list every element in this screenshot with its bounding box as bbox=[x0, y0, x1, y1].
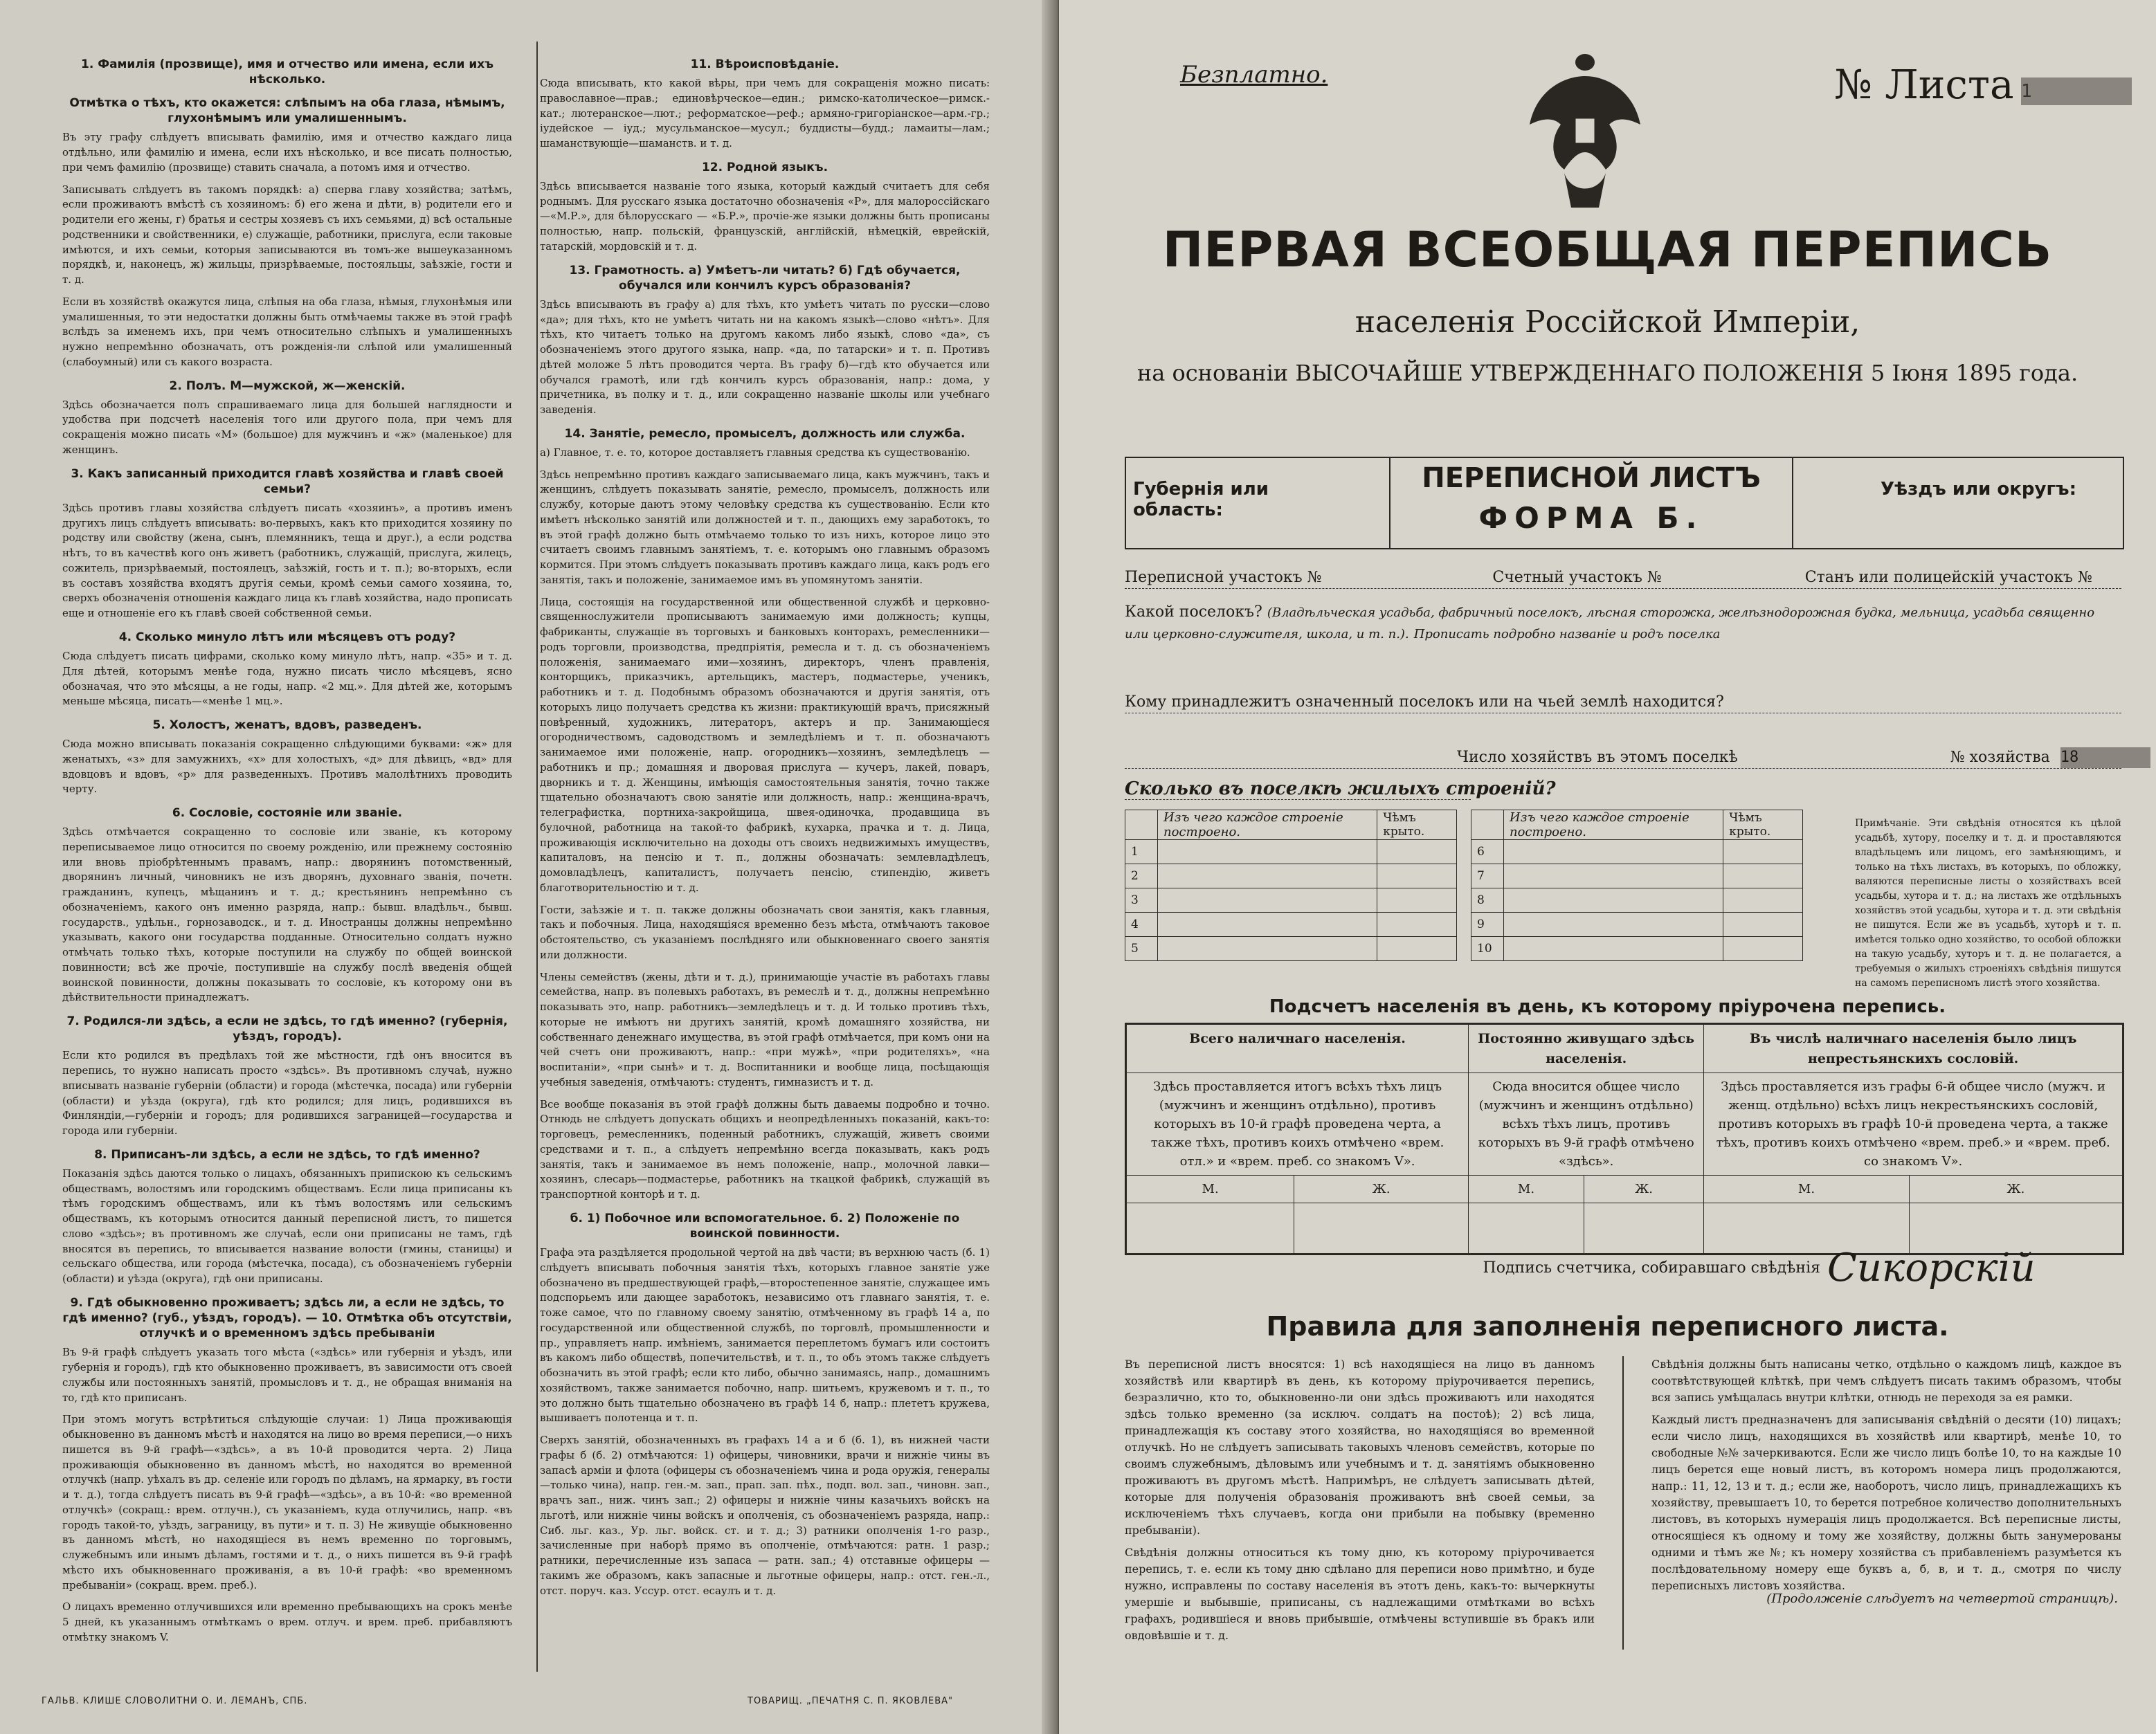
settlement-question: Какой поселокъ? bbox=[1125, 603, 1262, 621]
section-paragraph: Здѣсь обозначается полъ спрашиваемаго лица для большей наглядности и удобства при подсчетѣ населенія того или другого пола, при чемъ для сокращенія можно писать «М» (большое) для мужчинъ и «ж» (маленькое) для женщинъ. bbox=[62, 398, 512, 456]
section-paragraph: О лицахъ временно отлучившихся или временно пребывающихъ на срокъ менѣе 5 дней, къ указаннымъ отмѣткамъ о врем. отлуч. и врем. преб. прибавляютъ отмѣтку знакомъ V. bbox=[62, 1600, 512, 1643]
section-paragraph: Лица, состоящія на государственной или общественной службѣ и церковно-священнослужители прописываютъ занимаемую ими должность; купцы, фабриканты, служащіе въ торговыхъ и банковыхъ конторахъ, ремесленники—родъ торговли, производства, предпріятія, ремесла и т. д. съ обозначеніемъ положенія, занимаемаго ими—хозяинъ, директоръ, членъ правленія, конторщикъ, приказчикъ, артельщикъ, мастеръ, подмастерье, ученикъ, работникъ и т. д. Подобнымъ образомъ обозначаются и другія занятія, отъ которыхъ лицо получаетъ средства къ жизни: практикующій врачъ, присяжный повѣренный, художникъ, литераторъ, актеръ и пр. Занимающіеся огородничествомъ, садоводствомъ и земледѣліемъ и т. п. обозначаютъ занимаемое ими положеніе, напр. огородникъ—хозяинъ, земледѣлецъ — работникъ и пр.; домашняя и дворовая прислуга — кучеръ, лакей, поваръ, дворникъ и т. д. Женщины, имѣющія самостоятельныя занятія, точно также тщательно обозначаютъ свою занятіе или должность, напр.: женщина-врачъ, телеграфистка, портниха-закройщица, швея-одиночка, продавщица въ булочной, работница на такой-то фабрикѣ, кухарка, прачка и т. д. Лица, проживающія исключительно на доходы отъ своихъ недвижимыхъ имуществъ, капиталовъ, на пенсію и т. п., должны обозначать: землевладѣлецъ, домовладѣлецъ, капиталистъ, получаетъ пенсію, стипендію, живетъ благотворительностію и т. д. bbox=[540, 595, 990, 894]
count-header-permanent: Постоянно живущаго здѣсь населенія. bbox=[1469, 1025, 1704, 1073]
section-paragraph: Сюда вписывать, кто какой вѣры, при чемъ для сокращенія можно писать: православное—прав.; единовѣрческое—един.; римско-католическое—римск.-кат.; лютеранское—лют.; реформатское—реф.; армяно-григоріанское—арм.-гр.; іудейское — іуд.; мусульманское—мусул.; буддисты—будд.; ламаиты—лам.; шаманствующіе—шаманств. и т. д. bbox=[540, 77, 990, 150]
household-number-value: 18 bbox=[2060, 747, 2150, 768]
count-cell bbox=[1469, 1203, 1584, 1254]
column-divider bbox=[536, 42, 538, 1672]
section-heading: 13. Грамотность. а) Умѣетъ-ли читать? б) Гдѣ обучается, обучался или кончилъ курсъ образованія? bbox=[569, 263, 961, 293]
count-header-present: Всего наличнаго населенія. bbox=[1127, 1025, 1469, 1073]
section-paragraph: а) Главное, т. е. то, которое доставляетъ главныя средства къ существованію. bbox=[540, 446, 970, 459]
settlement-hint: (Владѣльческая усадьба, фабричный поселокъ, лѣсная сторожка, желѣзнодорожная будка, мельница, усадьба священно или церковно-служителя, школа, и т. п.). bbox=[1125, 605, 2095, 641]
count-cell bbox=[1294, 1203, 1469, 1254]
census-title: ПЕРВАЯ ВСЕОБЩАЯ ПЕРЕПИСЬ bbox=[1162, 221, 2053, 278]
rules-paragraph: Каждый листъ предназначенъ для записыванія свѣдѣній о десяти (10) лицахъ; если число лицъ, находящихся въ хозяйствѣ или квартирѣ, менѣе 10, то свободные №№ зачеркиваются. Если же число лицъ болѣе 10, то на каждые 10 лицъ берется еще новый листъ, въ которомъ номера лицъ продолжаются, напр.: 11, 12, 13 и т. д.; если же, наоборотъ, число лицъ, принадлежащихъ къ хозяйству, превышаетъ 10, то берется потребное количество дополнительныхъ листовъ, въ которыхъ нумерація лицъ продолжается. Всѣ переписные листы, относящіеся къ одному и тому же хозяйству, должны быть занумерованы одними и тѣмъ же №; къ номеру хозяйства съ прибавленіемъ разумѣется къ послѣдовательному номеру еще буквъ а, б, в, и т. д., смотря по числу переписныхъ листовъ хозяйства. bbox=[1651, 1413, 2121, 1592]
continued-note: (Продолженіе слѣдуетъ на четвертой страницѣ). bbox=[1766, 1591, 2118, 1606]
section-heading: 1. Фамилія (прозвище), имя и отчество или имена, если ихъ нѣсколько. bbox=[81, 57, 493, 87]
building-row-number: 8 bbox=[1471, 888, 1504, 913]
households-label: Число хозяйствъ въ этомъ поселкѣ bbox=[1457, 749, 1738, 766]
count-text-present: Здѣсь проставляется итогъ всѣхъ тѣхъ лицъ (мужчинъ и женщинъ отдѣльно), противъ которыхъ въ 10-й графѣ проведена черта, а также тѣхъ, противъ коихъ отмѣчено «врем. отл.» и «врем. преб. со знакомъ V». bbox=[1127, 1073, 1469, 1176]
section-paragraph: Въ эту графу слѣдуетъ вписывать фамилію, имя и отчество каждаго лица отдѣльно, или фамилію и имена, если ихъ нѣсколько, и все писать полностью, при чемъ фамилію (прозвище) ставить сначала, а потомъ имя и отчество. bbox=[62, 131, 512, 174]
section-paragraph: Здѣсь противъ главы хозяйства слѣдуетъ писать «хозяинъ», а противъ именъ другихъ лицъ слѣдуетъ вписывать: во-первыхъ, какъ кто приходится хозяину по родству или свойству (жена, сынъ, племянникъ, теща и друг.), а если родства нѣтъ, то въ качествѣ кого онъ живетъ (работникъ, служащій, прислуга, жилецъ, сожитель, призрѣваемый, постоялецъ, заѣзжій, гость и т. п.); во-вторыхъ, если въ составъ хозяйства входятъ другія семьи, кромѣ семьи самого хозяина, то, сверхъ обозначенія отношенія каждаго лица къ главѣ хозяйства, надо прописать еще и отношеніе его къ главѣ своей собственной семьи. bbox=[62, 501, 512, 620]
imperial-eagle-emblem bbox=[1523, 48, 1647, 221]
enumerator-signature: Сикорскій bbox=[1827, 1245, 2036, 1290]
households-line bbox=[1125, 747, 2121, 769]
owner-line: Кому принадлежитъ означенный поселокъ или на чьей землѣ находится? bbox=[1125, 692, 2121, 713]
buildings-table bbox=[1125, 810, 1824, 976]
section-heading: 3. Какъ записанный приходится главѣ хозяйства и главѣ своей семьи? bbox=[71, 466, 504, 496]
section-heading: б. 1) Побочное или вспомогательное. б. 2) Положеніе по воинской повинности. bbox=[570, 1211, 960, 1241]
section-paragraph: Здѣсь вписывается названіе того языка, который каждый считаетъ для себя роднымъ. Для русскаго языка достаточно обозначенія «Р», для малороссійскаго—«М.Р.», для бѣлорусскаго — «Б.Р.», прочіе-же языки должны быть прописаны полностью, напр. польскій, французскій, англійскій, нѣмецкій, еврейскій, татарскій, мордовскій и т. д. bbox=[540, 179, 990, 253]
female-label: Ж. bbox=[1584, 1176, 1703, 1203]
district-label: Уѣздъ или округъ: bbox=[1881, 479, 2076, 500]
building-material-header: Изъ чего каждое строеніе построено. bbox=[1158, 810, 1377, 840]
free-label: Безплатно. bbox=[1180, 61, 1328, 89]
household-number-label: № хозяйства bbox=[1950, 749, 2050, 766]
section-paragraph: Члены семействъ (жены, дѣти и т. д.), принимающіе участіе въ работахъ главы семейства, напр. въ полевыхъ работахъ, въ ремеслѣ и т. д., должны непремѣнно показывать это, напр. работникъ—земледѣлецъ и т. д. И только противъ тѣхъ, которые не имѣютъ ни другихъ занятій, кромѣ домашняго хозяйства, ни собственнаго денежнаго имущества, въ этой графѣ отмѣчается, при комъ они на чей счетъ они проживаютъ, напр.: «при мужѣ», «при родителяхъ», «на воспитаніи», «при сынѣ» и т. д. Воспитанники и вообще лица, посѣщающія учебныя заведенія, отмѣчаютъ: студентъ, гимназистъ и т. д. bbox=[540, 970, 990, 1088]
section-paragraph: Записывать слѣдуетъ въ такомъ порядкѣ: а) сперва главу хозяйства; затѣмъ, если проживаютъ вмѣстѣ съ хозяиномъ: б) его жена и дѣти, в) родители его и родители его жены, г) братья и сестры хозяевъ съ ихъ семьями, д) всѣ остальные родственники и свойственники, е) служащіе, работники, прислуга, если таковые имѣются, и ихъ семьи, которыя записываются въ томъ-же вышеуказанномъ порядкѣ, и, наконецъ, ж) жильцы, призрѣваемые, постояльцы, заѣзжіе, гости и т. д. bbox=[62, 183, 512, 286]
building-row-number: 2 bbox=[1125, 864, 1158, 888]
section-heading: 7. Родился-ли здѣсь, а если не здѣсь, то гдѣ именно? (губернія, уѣздъ, городъ). bbox=[66, 1014, 508, 1044]
section-heading: 4. Сколько минуло лѣтъ или мѣсяцевъ отъ роду? bbox=[118, 630, 456, 644]
buildings-table-right bbox=[1471, 810, 1803, 961]
male-label: М. bbox=[1469, 1176, 1584, 1203]
count-cell bbox=[1127, 1203, 1294, 1254]
rules-title: Правила для заполненія переписного листа. bbox=[1266, 1311, 1949, 1342]
rules-paragraph: Въ переписной листъ вносятся: 1) всѣ находящіеся на лицо въ данномъ хозяйствѣ или квартирѣ въ день, къ которому пріурочивается перепись, безразлично, кто то, обыкновенно-ли они здѣсь проживаютъ или находятся здѣсь только временно (за исключ. солдатъ на постоѣ); 2) всѣ лица, принадлежащія къ составу этого хозяйства, но находящіяся во временной отлучкѣ. Но не слѣдуетъ записывать таковыхъ членовъ семействъ, которые по своимъ служебнымъ, дѣловымъ или учебнымъ и т. д. занятіямъ обыкновенно проживаютъ въ другомъ мѣстѣ. Напримѣръ, не слѣдуетъ записывать дѣтей, которые для полученія образованія проживаютъ внѣ своей семьи, за исключеніемъ тѣхъ случаевъ, когда они прибыли на побывку (временно пребываніи). bbox=[1125, 1358, 1595, 1537]
rules-paragraph: Свѣдѣнія должны относиться къ тому дню, къ которому пріурочивается перепись, т. е. если къ тому дню сдѣлано для переписи ново примѣтно, и буде нужно, исправлены по составу населенія въ этотъ день, какъ-то: вычеркнуты умершіе и выбывшіе, приписаны, съ надлежащими отмѣтками во всѣхъ графахъ, родившіеся и вновь прибывшіе, отмѣчены вступившіе въ бракъ или овдовѣвшіе и т. д. bbox=[1125, 1546, 1595, 1642]
section-paragraph: Если кто родился въ предѣлахъ той же мѣстности, гдѣ онъ вносится въ перепись, то нужно написать просто «здѣсь». Въ противномъ случаѣ, нужно вписывать названіе губерніи (области) и города (мѣстечка, посада) или губерніи (области) и уѣзда (округа), гдѣ кто родился; для лицъ, родившихся въ Финляндіи,—губерніи и городъ; для родившихся заграницей—государства и города или губерніи. bbox=[62, 1049, 512, 1138]
male-label: М. bbox=[1127, 1176, 1294, 1203]
section-paragraph: Сюда можно вписывать показанія сокращенно слѣдующими буквами: «ж» для женатыхъ, «з» для замужнихъ, «х» для холостыхъ, «д» для дѣвицъ, «вд» для вдовцовъ и вдовъ, «р» для разведенныхъ. Противъ малолѣтнихъ проводить черту. bbox=[62, 738, 512, 796]
population-count-table bbox=[1125, 1023, 2124, 1255]
section-paragraph: Все вообще показанія въ этой графѣ должны быть даваемы подробно и точно. Отнюдь не слѣдуетъ допускать общихъ и неопредѣленныхъ показаній, какъ-то: торговецъ, ремесленникъ, поденный работникъ, служащій, живетъ своими средствами и т. п., а слѣдуетъ непремѣнно всегда показывать, какъ родъ занятія, такъ и занимаемое въ немъ положеніе, напр., молочной лавки—хозяинъ, слесарь—подмастерье, работникъ на ткацкой фабрикѣ, служащій въ транспортной конторѣ и т. д. bbox=[540, 1097, 990, 1201]
roof-header: Чѣмъ крыто. bbox=[1377, 810, 1457, 840]
printer-imprint-left: ГАЛЬВ. КЛИШЕ СЛОВОЛИТНИ О. И. ЛЕМАНЪ, СПБ. bbox=[42, 1696, 308, 1706]
signature-label: Подпись счетчика, собиравшаго свѣдѣнія bbox=[1483, 1259, 1820, 1277]
section-paragraph: Сюда слѣдуетъ писать цифрами, сколько кому минуло лѣтъ, напр. «35» и т. д. Для дѣтей, которымъ менѣе года, нужно писать число мѣсяцевъ, ясно обозначая, что это мѣсяцы, а не годы, напр. «2 мц.». Для дѣтей же, которымъ меньше мѣсяца, писать—«менѣе 1 мц.». bbox=[62, 650, 512, 708]
female-label: Ж. bbox=[1909, 1176, 2122, 1203]
section-heading: 11. Вѣроисповѣданіе. bbox=[690, 57, 840, 71]
section-heading: 14. Занятіе, ремесло, промыселъ, должность или служба. bbox=[564, 426, 966, 441]
count-header-non-peasant: Въ числѣ наличнаго населенія было лицъ непрестьянскихъ сословій. bbox=[1704, 1025, 2123, 1073]
section-paragraph: Если въ хозяйствѣ окажутся лица, слѣпыя на оба глаза, нѣмыя, глухонѣмыя или умалишенныя, то эти недостатки должны быть отмѣчаемы также въ этой графѣ вслѣдъ за именемъ ихъ, при чемъ относительно слѣпыхъ и умалишенныхъ нужно непремѣнно обозначать, отъ рожденія-ли слѣпой или умалишенный (слабоумный) или съ какого возраста. bbox=[62, 295, 512, 368]
building-row-number: 9 bbox=[1471, 913, 1504, 937]
instructions-column-2 bbox=[540, 48, 990, 1652]
count-area-label: Счетный участокъ № bbox=[1492, 569, 1662, 586]
count-text-non-peasant: Здѣсь проставляется изъ графы 6-й общее число (мужч. и женщ. отдѣльно) всѣхъ лицъ некрестьянскихъ сословій, противъ которыхъ въ графѣ 10-й проведена черта, а также тѣхъ, противъ коихъ отмѣчено «врем. преб.» и «врем. преб. со знакомъ V». bbox=[1704, 1073, 2123, 1176]
building-row-number: 7 bbox=[1471, 864, 1504, 888]
section-paragraph: Гости, заѣзжіе и т. п. также должны обозначать свои занятія, какъ главныя, такъ и побочныя. Лица, находящіяся временно безъ мѣста, отмѣчаютъ таковое обстоятельство, съ указаніемъ послѣдняго или обыкновеннаго своего занятія или должности. bbox=[540, 903, 990, 961]
section-paragraph: Здѣсь отмѣчается сокращенно то сословіе или званіе, къ которому переписываемое лицо относится по своему рожденію, или прежнему состоянію или вновь пріобрѣтеннымъ правамъ, напр.: дворянинъ потомственный, дворянинъ личный, чиновникъ не изъ дворянъ, духовнаго званія, почетн. гражданинъ, купецъ, мѣщанинъ и т. д.; крестьянинъ непремѣнно съ обозначеніемъ, какого онъ именно разряда, напр.: бывш. владѣльч., бывш. государств., удѣльн., горнозаводск., и т. д. Иностранцы должны непремѣнно указывать, какого они государства подданные. Относительно солдатъ нужно отмѣчать только тѣхъ, которые поступили на службу по общей воинской повинности; всѣ же прочіе, поступившіе на службу послѣ введенія общей воинской повинности, должны показывать то сословіе, къ которому они въ дѣйствительности принадлежатъ. bbox=[62, 825, 512, 1004]
rules-paragraph: Свѣдѣнія должны быть написаны четко, отдѣльно о каждомъ лицѣ, каждое въ соотвѣтствующей клѣткѣ, при чемъ слѣдуетъ писать такимъ образомъ, чтобы вся запись умѣщалась внутри клѣтки, отнюдь не переходя за ея рамки. bbox=[1651, 1358, 2121, 1404]
census-subtitle: населенія Россійской Имперіи, bbox=[1355, 304, 1860, 340]
section-paragraph: Здѣсь вписывають въ графу а) для тѣхъ, кто умѣетъ читать по русски—слово «да»; для тѣхъ, кто не умѣетъ читать ни на какомъ языкѣ—слово «нѣтъ». Для тѣхъ, кто читаетъ только на другомъ какомъ либо языкѣ, слово «да», съ обозначеніемъ этого другого языка, напр. «да, по татарски» и т. п. Противъ дѣтей моложе 5 лѣтъ проводится черта. Въ графу б)—гдѣ кто обучается или обучался грамотѣ, или гдѣ кончилъ курсъ образованія, напр.: дома, у причетника, въ полку и т. д., или сокращенно названіе школы или учебнаго заведенія. bbox=[540, 298, 990, 417]
instructions-column-1 bbox=[62, 48, 512, 1652]
section-heading: 2. Полъ. М—мужской, ж—женскій. bbox=[169, 378, 406, 393]
section-paragraph: Въ 9-й графѣ слѣдуетъ указать того мѣста («здѣсь» или губернія и уѣздъ, или губернія и городъ), гдѣ кто обыкновенно проживаетъ, въ зависимости отъ своей службы или постоянныхъ занятій, промысловъ и т. д., не обращая вниманія на то, гдѣ кто приписанъ. bbox=[62, 1346, 512, 1404]
settlement-hint-2: Прописать подробно названіе и родъ поселка bbox=[1413, 627, 1721, 641]
buildings-table-left bbox=[1125, 810, 1457, 961]
section-heading: 8. Приписанъ-ли здѣсь, а если не здѣсь, то гдѣ именно? bbox=[94, 1147, 480, 1162]
section-heading: 9. Гдѣ обыкновенно проживаетъ; здѣсь ли, а если не здѣсь, то гдѣ именно? (губ., уѣздъ, городъ). — 10. Отмѣтка объ отсутствіи, отлучкѣ и о временномъ здѣсь пребываніи bbox=[62, 1295, 512, 1341]
section-paragraph: При этомъ могутъ встрѣтиться слѣдующіе случаи: 1) Лица проживающія обыкновенно въ данномъ мѣстѣ и находятся на лицо во время переписи,—о нихъ пишется въ 9-й графѣ—«здѣсь», а въ 10-й проводится черта. 2) Лица проживающія обыкновенно въ данномъ мѣстѣ, но находятся во временной отлучкѣ (напр. уѣхалъ въ др. селеніе или городъ по дѣламъ, на ярмарку, въ гости и т. д.), тогда слѣдуетъ писать въ 9-й графѣ—«здѣсь», а въ 10-й: «во временной отлучкѣ» (сокращ.: врем. отлучн.), съ указаніемъ, куда отлучились, напр. «въ городъ такой-то, уѣздъ, заграницу, въ пути» и т. п. 3) Не живущіе обыкновенно въ данномъ мѣстѣ, но находящіеся въ немъ временно по торговымъ, служебнымъ или инымъ дѣламъ, гостями и т. д., о нихъ пишется въ 9-й графѣ мѣсто ихъ обыкновеннаго проживанія, а въ 10-й графѣ: «во временномъ пребываніи» (сокращ. врем. преб.). bbox=[62, 1413, 512, 1591]
section-heading: 12. Родной языкъ. bbox=[701, 160, 828, 174]
rules-column-left bbox=[1125, 1356, 1595, 1650]
census-area-line bbox=[1125, 567, 2121, 589]
roof-header: Чѣмъ крыто. bbox=[1723, 810, 1803, 840]
building-material-header: Изъ чего каждое строеніе построено. bbox=[1504, 810, 1723, 840]
sheet-number-value: 1 bbox=[2021, 77, 2132, 105]
building-row-number: 5 bbox=[1125, 937, 1158, 961]
form-subtitle: ФОРМА Б. bbox=[1478, 501, 1704, 535]
section-paragraph: Здѣсь непремѣнно противъ каждаго записываемаго лица, какъ мужчинъ, такъ и женщинъ, слѣдуетъ показывать занятіе, ремесло, промыселъ, должность или службу, которые даютъ этому человѣку средства къ существованію. Если кто имѣетъ нѣсколько занятій или должностей и т. п., дающихъ ему заработокъ, то въ этой графѣ должно быть отмѣчаемо только то изъ нихъ, которое лицо это считаетъ своимъ главнымъ занятіемъ, т. е. которымъ оно главнымъ образомъ кормится. При этомъ слѣдуетъ показывать противъ каждаго лица, какъ родъ его занятія, такъ и положеніе, занимаемое имъ въ упомянутомъ занятіи. bbox=[540, 468, 990, 586]
buildings-question: Сколько въ поселкѣ жилыхъ строеній? bbox=[1125, 778, 1556, 799]
building-row-number: 10 bbox=[1471, 937, 1504, 961]
right-page bbox=[1059, 0, 2156, 1734]
sheet-number-label: № Листа bbox=[1834, 61, 2014, 108]
count-cell bbox=[1584, 1203, 1703, 1254]
female-label: Ж. bbox=[1294, 1176, 1469, 1203]
male-label: М. bbox=[1704, 1176, 1909, 1203]
building-row-number: 3 bbox=[1125, 888, 1158, 913]
buildings-note: Примѣчаніе. Эти свѣдѣнія относятся къ цѣлой усадьбѣ, хутору, поселку и т. д. и проставляются владѣльцемъ или лицомъ, его замѣняющимъ, и только на тѣхъ листахъ, въ которыхъ, по обложку, валяются переписные листы о хозяйствахъ всей усадьбы, хутора и т. д.; на листахъ же отдѣльныхъ хозяйствъ этой усадьбы, хутора и т. д. эти свѣдѣнія не пишутся. Если же въ усадьбѣ, хуторѣ и т. п. имѣется только одно хозяйство, то особой обложки на такую усадьбу, хуторъ и т. д. не полагается, а требуемыя о жилыхъ строеніяхъ свѣдѣнія пишутся на самомъ переписномъ листѣ этого хозяйства. bbox=[1855, 818, 2121, 989]
settlement-line bbox=[1125, 602, 2121, 645]
building-row-number: 4 bbox=[1125, 913, 1158, 937]
form-title: ПЕРЕПИСНОЙ ЛИСТЪ bbox=[1422, 462, 1761, 494]
building-row-number: 1 bbox=[1125, 840, 1158, 864]
count-text-permanent: Сюда вносится общее число (мужчинъ и женщинъ отдѣльно) всѣхъ тѣхъ лицъ, противъ которыхъ въ 9-й графѣ отмѣчено «здѣсь». bbox=[1469, 1073, 1704, 1176]
left-page bbox=[0, 0, 1059, 1734]
section-paragraph: Показанія здѣсь даются только о лицахъ, обязанныхъ припискою къ сельскимъ обществамъ, волостямъ или городскимъ обществамъ. Если лица приписаны къ тѣмъ городскимъ обществамъ, или къ тѣмъ волостямъ или сельскимъ обществамъ, къ которымъ относится данный переписной листъ, то пишется слово «здѣсь»; въ противномъ же случаѣ, если они приписаны не тамъ, гдѣ вносятся въ перепись, то вписывается название волости (гмины, станицы) и сельскаго общества, или города (мѣстечка, посада), съ обозначеніемъ губерніи (области) и уѣзда (округа), гдѣ они приписаны. bbox=[62, 1167, 512, 1286]
building-row-number: 6 bbox=[1471, 840, 1504, 864]
section-heading: Отмѣтка о тѣхъ, кто окажется: слѣпымъ на оба глаза, нѣмымъ, глухонѣмымъ или умалишеннымъ. bbox=[69, 96, 505, 126]
header-box bbox=[1125, 457, 2124, 549]
camp-label: Станъ или полицейскій участокъ № bbox=[1804, 569, 2092, 586]
population-count-title: Подсчетъ населенія въ день, къ которому пріурочена перепись. bbox=[1269, 996, 1946, 1017]
section-paragraph: Сверхъ занятій, обозначенныхъ въ графахъ 14 а и б (б. 1), въ нижней части графы б (б. 2) отмѣчаются: 1) офицеры, чиновники, врачи и нижніе чины въ запасѣ арміи и флота (офицеры съ обозначеніемъ чина и рода оружія, генералы—только чина), напр. ген.-м. зап., прап. зап. пѣх., подп. вол. зап., чиновн. зап., врачъ зап., ниж. чинъ зап.; 2) офицеры и нижніе чины казачьихъ войскъ на льготѣ, или нижніе чины войскъ и ополченія, съ обозначеніемъ разряда, напр.: Сиб. льг. каз., Ур. льг. войск. ст. и т. д.; 3) ратники ополченія 1-го разр., зачисленные при наборѣ прямо въ ополченіе, отмѣчаются: ратн. 1 разр.; ратники, перечисленные изъ запаса — ратн. зап.; 4) отставные офицеры — такимъ же образомъ, какъ запасные и льготные офицеры, напр.: отст. ген.-л., отст. поруч. каз. Уссур. отст. есаулъ и т. д. bbox=[540, 1434, 990, 1597]
section-heading: 6. Сословіе, состояніе или званіе. bbox=[172, 806, 403, 821]
census-area-label: Переписной участокъ № bbox=[1125, 569, 1322, 586]
section-heading: 5. Холостъ, женатъ, вдовъ, разведенъ. bbox=[152, 718, 422, 732]
printer-imprint-right: ТОВАРИЩ. „ПЕЧАТНЯ С. П. ЯКОВЛЕВА" bbox=[748, 1696, 954, 1706]
census-basis: на основаніи ВЫСОЧАЙШЕ УТВЕРЖДЕННАГО ПОЛОЖЕНІЯ 5 Іюня 1895 года. bbox=[1136, 360, 2078, 386]
section-paragraph: Графа эта раздѣляется продольной чертой на двѣ части; въ верхнюю часть (б. 1) слѣдуетъ вписывать побочныя занятія тѣхъ, которыхъ главное занятіе уже обозначено въ предшествующей графѣ,—второстепенное занятіе, служащее имъ подспорьемъ или дающее заработокъ, независимо отъ главнаго занятія, т. е. тоже самое, что по главному своему занятію, отмѣченному въ графѣ 14 а, по государственной или общественной службѣ, по торговлѣ, промышленности и пр., управляетъ напр. имѣніемъ, занимается переплетомъ бумагъ или состоитъ въ какомъ либо обществѣ, попечительствѣ, и т. п., то объ этомъ также слѣдуетъ обозначить въ этой графѣ; если кто либо, обычно занимаясь, напр., домашнимъ хозяйствомъ, также занимается побочно, напр. шитьемъ, кружевомъ и т. п., то это должно быть тщательно обозначено въ графѣ 14 б, напр.: плететъ кружева, вышиваетъ полотенца и т. п. bbox=[540, 1246, 990, 1425]
province-label: Губернія или область: bbox=[1133, 479, 1269, 520]
